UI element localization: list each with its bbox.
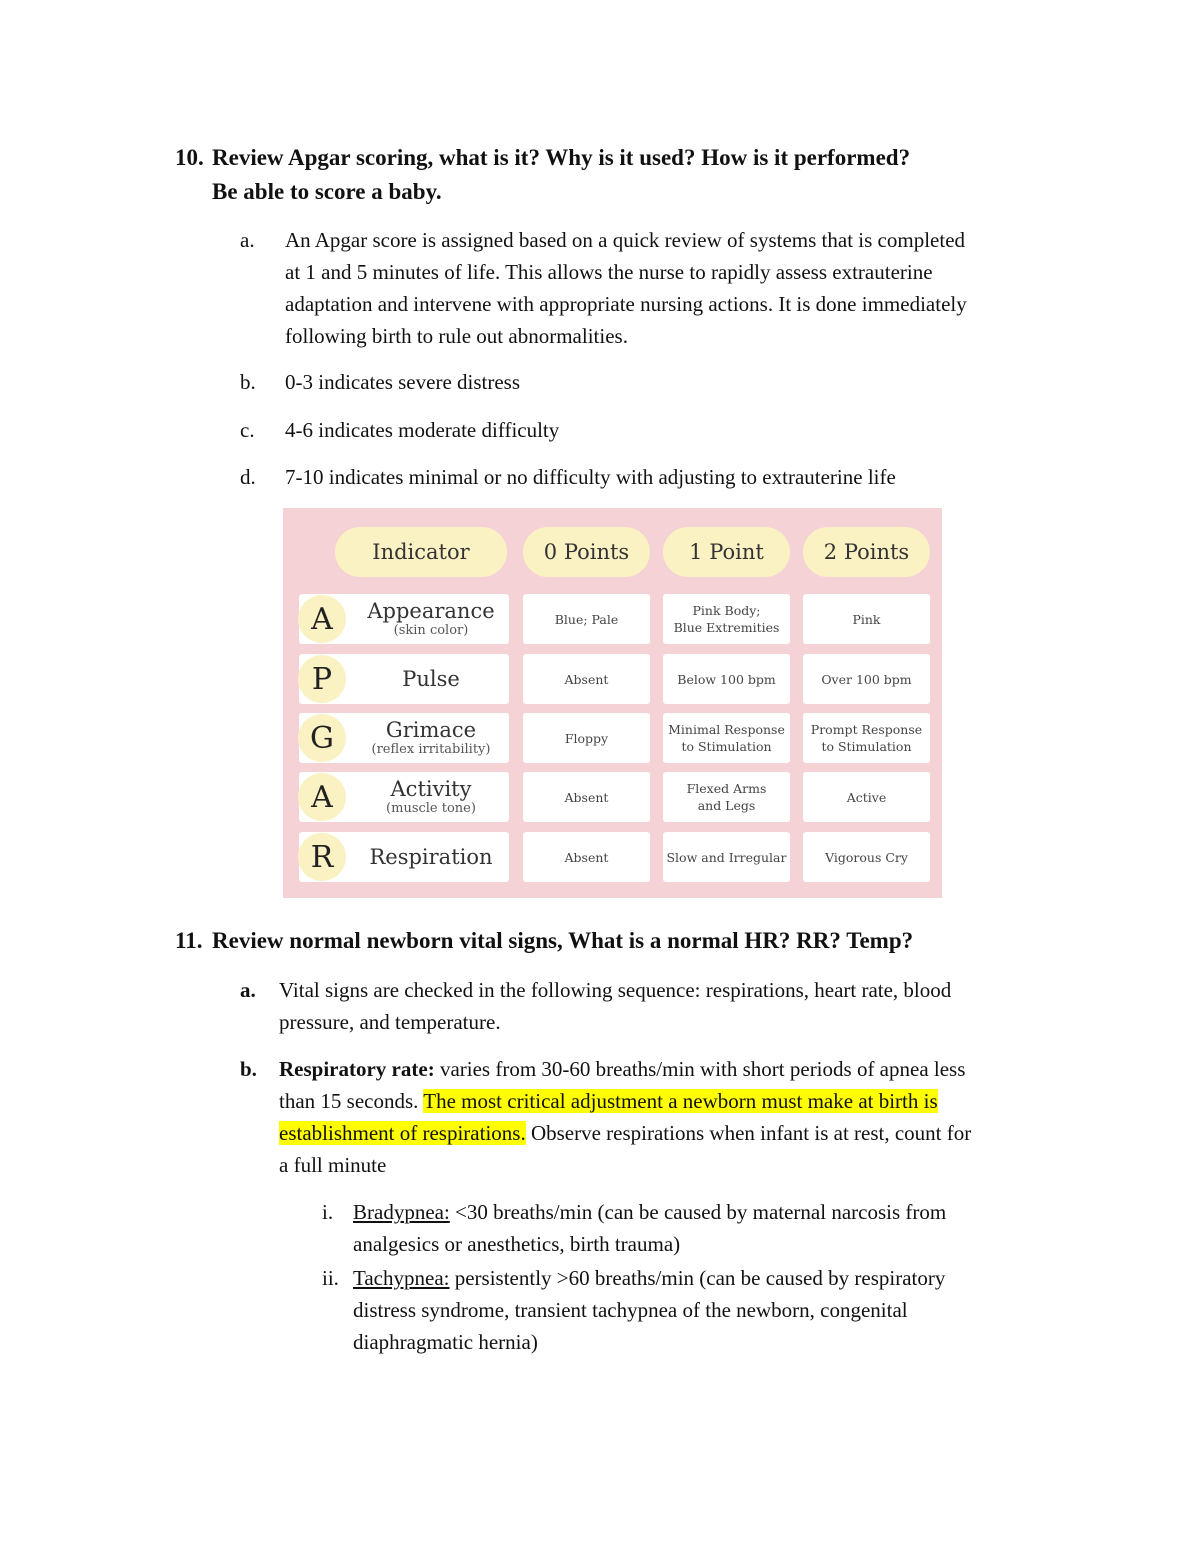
apgar-score-table: [283, 508, 942, 898]
indicator-label: [353, 594, 509, 644]
q10-item-c-text: 4-6 indicates moderate difficulty: [285, 418, 560, 442]
cell-1-point: Below 100 bpm: [663, 654, 790, 704]
q11-item-b-text: a full minute: [279, 1153, 387, 1177]
list-marker: b.: [240, 370, 256, 394]
cell-2-points: Pink: [803, 594, 930, 644]
question-11-line1: Review normal newborn vital signs, What is a normal HR? RR? Temp?: [212, 928, 914, 953]
q10-item-a-line: adaptation and intervene with appropriate nursing actions. It is done immediately: [285, 292, 967, 316]
cell-2-points: Over 100 bpm: [803, 654, 930, 704]
cell-1-point: [663, 594, 790, 644]
list-marker: i.: [322, 1200, 334, 1224]
cell-2-points: Active: [803, 772, 930, 822]
indicator-label: [353, 772, 509, 822]
question-11-heading: [175, 924, 913, 958]
apgar-letter: A: [298, 773, 346, 821]
apgar-letter: G: [298, 714, 346, 762]
subitem-text: persistently >60 breaths/min (can be caused by respiratory: [449, 1266, 946, 1290]
cell-0-points: Absent: [523, 654, 650, 704]
list-marker: ii.: [322, 1266, 339, 1290]
cell-1-point: [663, 713, 790, 763]
q11-item-a: [240, 974, 1070, 1038]
q10-item-b: [240, 366, 1070, 398]
q10-item-a-line: at 1 and 5 minutes of life. This allows the nurse to rapidly assess extrauterine: [285, 260, 933, 284]
header-0-points: 0 Points: [523, 527, 650, 577]
q10-item-a-line: following birth to rule out abnormalities.: [285, 324, 628, 348]
tachypnea-term: Tachypnea:: [353, 1266, 450, 1290]
indicator-name: Activity: [390, 777, 472, 801]
q11-item-b: [240, 1053, 1070, 1181]
cell-1-point: Slow and Irregular: [663, 832, 790, 882]
question-10-line2: Be able to score a baby.: [212, 179, 442, 204]
cell-line: and Legs: [697, 798, 756, 813]
q10-item-a: [240, 224, 1070, 352]
list-marker: a.: [240, 978, 256, 1002]
cell-2-points: Vigorous Cry: [803, 832, 930, 882]
bradypnea-term: Bradypnea:: [353, 1200, 450, 1224]
header-2-points: 2 Points: [803, 527, 930, 577]
q10-item-a-line: An Apgar score is assigned based on a quick review of systems that is completed: [285, 228, 966, 252]
respiratory-rate-label: Respiratory rate:: [279, 1057, 435, 1081]
list-marker: b.: [240, 1057, 257, 1081]
list-marker: c.: [240, 418, 255, 442]
q11-item-b-text: varies from 30-60 breaths/min with short periods of apnea less: [434, 1057, 966, 1081]
q11-subitem-ii: [322, 1262, 1082, 1358]
q10-item-b-text: 0-3 indicates severe distress: [285, 370, 521, 394]
indicator-label: [353, 832, 509, 882]
q10-item-d: [240, 461, 1070, 493]
indicator-sub: (skin color): [393, 623, 469, 638]
indicator-name: Respiration: [369, 845, 493, 869]
subitem-text: analgesics or anesthetics, birth trauma): [353, 1232, 681, 1256]
indicator-name: Appearance: [367, 599, 495, 623]
cell-line: Prompt Response to Stimulation: [810, 722, 923, 754]
cell-1-point: [663, 772, 790, 822]
q11-item-b-text: Observe respirations when infant is at rest, count for: [525, 1121, 972, 1145]
cell-line: Blue Extremities: [673, 620, 780, 635]
highlighted-text: establishment of respirations.: [279, 1121, 526, 1145]
question-10-heading: [175, 141, 910, 209]
q11-item-b-text: than 15 seconds.: [279, 1089, 424, 1113]
highlighted-text: The most critical adjustment a newborn must make at birth is: [423, 1089, 938, 1113]
question-10-number: 10.: [175, 145, 204, 170]
indicator-name: Grimace: [385, 718, 477, 742]
cell-line: Pink Body;: [692, 603, 761, 618]
apgar-letter: P: [298, 655, 346, 703]
apgar-letter: R: [298, 833, 346, 881]
cell-0-points: Blue; Pale: [523, 594, 650, 644]
subitem-text: distress syndrome, transient tachypnea of the newborn, congenital: [353, 1298, 908, 1322]
cell-line: Flexed Arms: [686, 781, 767, 796]
cell-0-points: Absent: [523, 832, 650, 882]
subitem-text: <30 breaths/min (can be caused by maternal narcosis from: [449, 1200, 947, 1224]
indicator-label: [353, 713, 509, 763]
q10-item-d-text: 7-10 indicates minimal or no difficulty with adjusting to extrauterine life: [285, 465, 896, 489]
apgar-letter: A: [298, 595, 346, 643]
indicator-name: Pulse: [402, 667, 460, 691]
cell-line: to Stimulation: [681, 739, 772, 754]
subitem-text: diaphragmatic hernia): [353, 1330, 538, 1354]
header-indicator: Indicator: [335, 527, 507, 577]
cell-0-points: Absent: [523, 772, 650, 822]
q10-item-c: [240, 414, 1070, 446]
q11-item-a-line: Vital signs are checked in the following sequence: respirations, heart rate, blood: [279, 978, 952, 1002]
indicator-sub: (reflex irritability): [371, 742, 491, 757]
list-marker: d.: [240, 465, 256, 489]
cell-0-points: Floppy: [523, 713, 650, 763]
indicator-sub: (muscle tone): [386, 801, 476, 816]
cell-line: Minimal Response: [668, 722, 785, 737]
cell-2-points: [803, 713, 930, 763]
q11-subitem-i: [322, 1196, 1082, 1260]
question-10-line1: Review Apgar scoring, what is it? Why is it used? How is it performed?: [212, 145, 911, 170]
header-1-point: 1 Point: [663, 527, 790, 577]
list-marker: a.: [240, 228, 255, 252]
q11-item-a-line: pressure, and temperature.: [279, 1010, 501, 1034]
question-11-number: 11.: [175, 928, 203, 953]
indicator-label: [353, 654, 509, 704]
